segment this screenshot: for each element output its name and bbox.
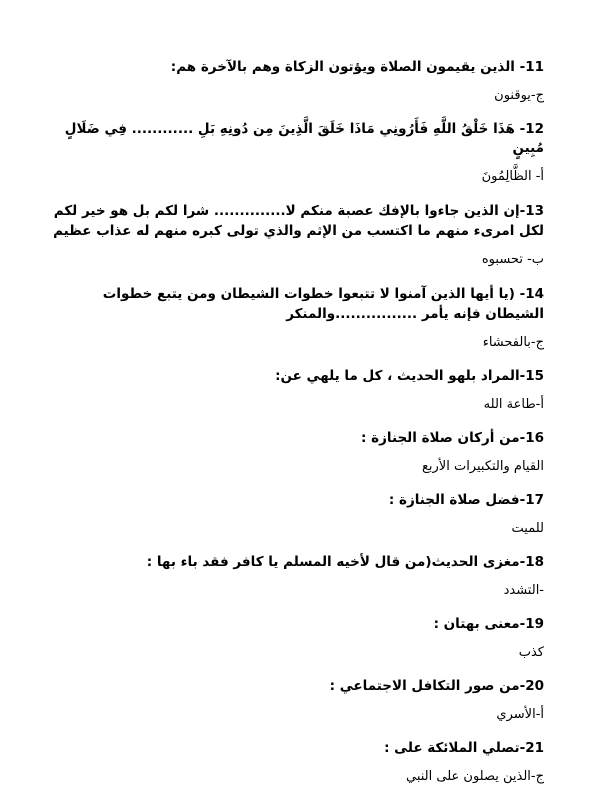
answer-text: -التشدد: [503, 583, 544, 598]
question-20: [50, 677, 544, 724]
question-text: 21-تصلي الملائكة على :: [384, 740, 544, 756]
question-17: [50, 491, 544, 538]
question-13: [50, 201, 544, 269]
answer-text: ج-الذين يصلون على النبي: [406, 769, 544, 784]
question-text: 19-معنى بهتان :: [433, 616, 544, 632]
answer-text: كذب: [518, 645, 544, 660]
question-18: [50, 553, 544, 600]
question-text: 13-إن الذين جاءوا بالإفك عصبة منكم لا.............. شرا لكم بل هو خير لكم لكل امرىء منهم ما اكتسب من الإثم والذي تولى كبره منهم له عذاب عظيم: [53, 203, 544, 239]
question-19: [50, 615, 544, 662]
answer-text: ج-يوقنون: [494, 88, 544, 103]
answer-text: أ- الظَّالِمُونَ: [481, 169, 544, 184]
answer-text: ج-بالفحشاء: [482, 335, 544, 350]
question-text: 11- الذين يقيمون الصلاة ويؤتون الزكاة وهم بالآخرة هم:: [170, 59, 544, 75]
answer-text: القيام والتكبيرات الأربع: [421, 459, 544, 474]
question-text: 18-مغزى الحديث(من قال لأخيه المسلم يا كافر فقد باء بها :: [146, 554, 544, 570]
question-text: 16-من أركان صلاة الجنازة :: [361, 430, 544, 446]
question-11: [50, 58, 544, 105]
question-14: [50, 284, 544, 352]
answer-text: ب- تحسبوه: [481, 252, 544, 267]
answer-text: أ-طاعة الله: [483, 397, 544, 412]
question-15: [50, 367, 544, 414]
question-text: 17-فضل صلاة الجنازة :: [388, 492, 544, 508]
question-text: 12- هَذَا خَلْقُ اللَّهِ فَأَرُونِي مَاذَا خَلَقَ الَّذِينَ مِن دُونِهِ بَلِ ............ فِي ضَلَالٍ مُبِينٍ: [64, 121, 544, 156]
question-12: [50, 120, 544, 186]
answer-text: للميت: [511, 521, 544, 536]
question-16: [50, 429, 544, 476]
question-text: 15-المراد بلهو الحديث ، كل ما يلهي عن:: [275, 368, 544, 384]
question-text: 20-من صور التكافل الاجتماعي :: [329, 678, 544, 694]
question-21: [50, 739, 544, 786]
question-text: 14- (يا أيها الذين آمنوا لا تتبعوا خطوات الشيطان ومن يتبع خطوات الشيطان فإنه يأمر ................والمنكر: [102, 286, 544, 322]
answer-text: أ-الأسري: [496, 707, 544, 722]
